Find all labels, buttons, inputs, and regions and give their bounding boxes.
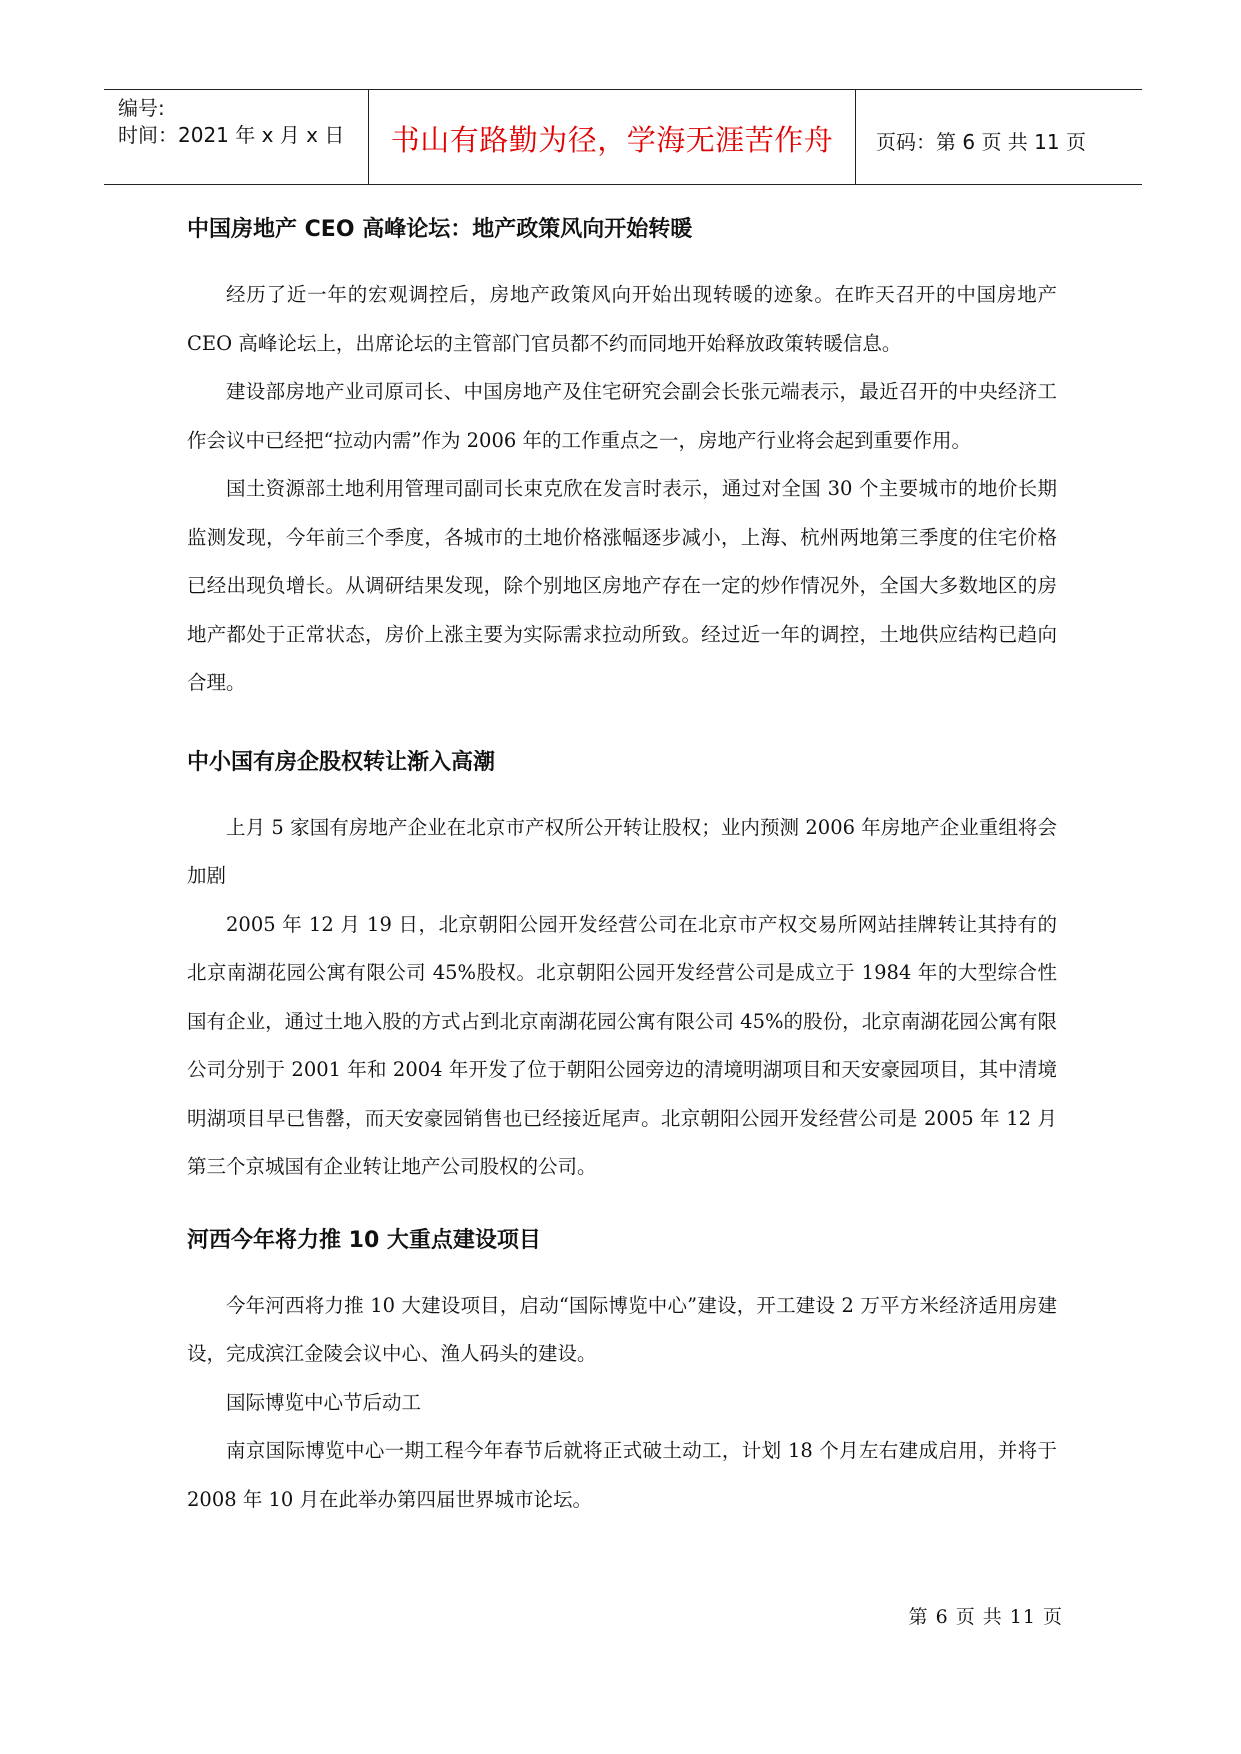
article-3: [187, 1226, 1057, 1525]
document-time-label: 时间：2021 年 x 月 x 日: [118, 123, 345, 147]
page-footer: 第 6 页 共 11 页: [908, 1606, 1063, 1628]
paragraph: 建设部房地产业司原司长、中国房地产及住宅研究会副会长张元端表示，最近召开的中央经济工作会议中已经把“拉动内需”作为 2006 年的工作重点之一，房地产行业将会起到重要作用。: [187, 380, 1057, 452]
subheading-paragraph: 国际博览中心节后动工: [226, 1390, 422, 1414]
article-2: [187, 748, 1057, 1192]
paragraph: 上月 5 家国有房地产企业在北京市产权所公开转让股权；业内预测 2006 年房地产企业重组将会加剧: [187, 815, 1057, 887]
document-number-label: 编号:: [118, 96, 165, 120]
header-page-info: 页码：第 6 页 共 11 页: [876, 130, 1086, 154]
article-1: [187, 215, 1057, 708]
article-title: 河西今年将力推 10 大重点建设项目: [187, 1227, 541, 1253]
header-center-cell: [368, 90, 856, 184]
paragraph: 2005 年 12 月 19 日，北京朝阳公园开发经营公司在北京市产权交易所网站挂牌转让其持有的北京南湖花园公寓有限公司 45%股权。北京朝阳公园开发经营公司是成立于 1984 年的大型综合性国有企业，通过土地入股的方式占到北京南湖花园公寓有限公司 45%的股份，北京南湖花园公寓有限公司分别于 2001 年和 2004 年开发了位于朝阳公园旁边的清境明湖项目和天安豪园项目，其中清境明湖项目早已售罄，而天安豪园销售也已经接近尾声。北京朝阳公园开发经营公司是 2005 年 12 月第三个京城国有企业转让地产公司股权的公司。: [187, 912, 1057, 1178]
paragraph: 南京国际博览中心一期工程今年春节后就将正式破土动工，计划 18 个月左右建成启用，并将于 2008 年 10 月在此举办第四届世界城市论坛。: [187, 1439, 1057, 1511]
article-title: 中小国有房企股权转让渐入高潮: [187, 749, 496, 775]
paragraph: 国土资源部土地利用管理司副司长束克欣在发言时表示，通过对全国 30 个主要城市的地价长期监测发现，今年前三个季度，各城市的土地价格涨幅逐步减小，上海、杭州两地第三季度的住宅价格已经出现负增长。从调研结果发现，除个别地区房地产存在一定的炒作情况外，全国大多数地区的房地产都处于正常状态，房价上涨主要为实际需求拉动所致。经过近一年的调控，土地供应结构已趋向合理。: [187, 477, 1057, 694]
paragraph: 经历了近一年的宏观调控后，房地产政策风向开始出现转暖的迹象。在昨天召开的中国房地产 CEO 高峰论坛上，出席论坛的主管部门官员都不约而同地开始释放政策转暖信息。: [187, 283, 1057, 355]
article-title: 中国房地产 CEO 高峰论坛：地产政策风向开始转暖: [187, 217, 693, 242]
document-body: [187, 215, 1057, 1524]
header-right-cell: [856, 90, 1142, 184]
paragraph: 今年河西将力推 10 大建设项目，启动“国际博览中心”建设，开工建设 2 万平方米经济适用房建设，完成滨江金陵会议中心、渔人码头的建设。: [187, 1293, 1057, 1365]
header-left-cell: [104, 90, 368, 184]
header-motto: 书山有路勤为径，学海无涯苦作舟: [390, 123, 834, 157]
page-header: [104, 89, 1142, 185]
